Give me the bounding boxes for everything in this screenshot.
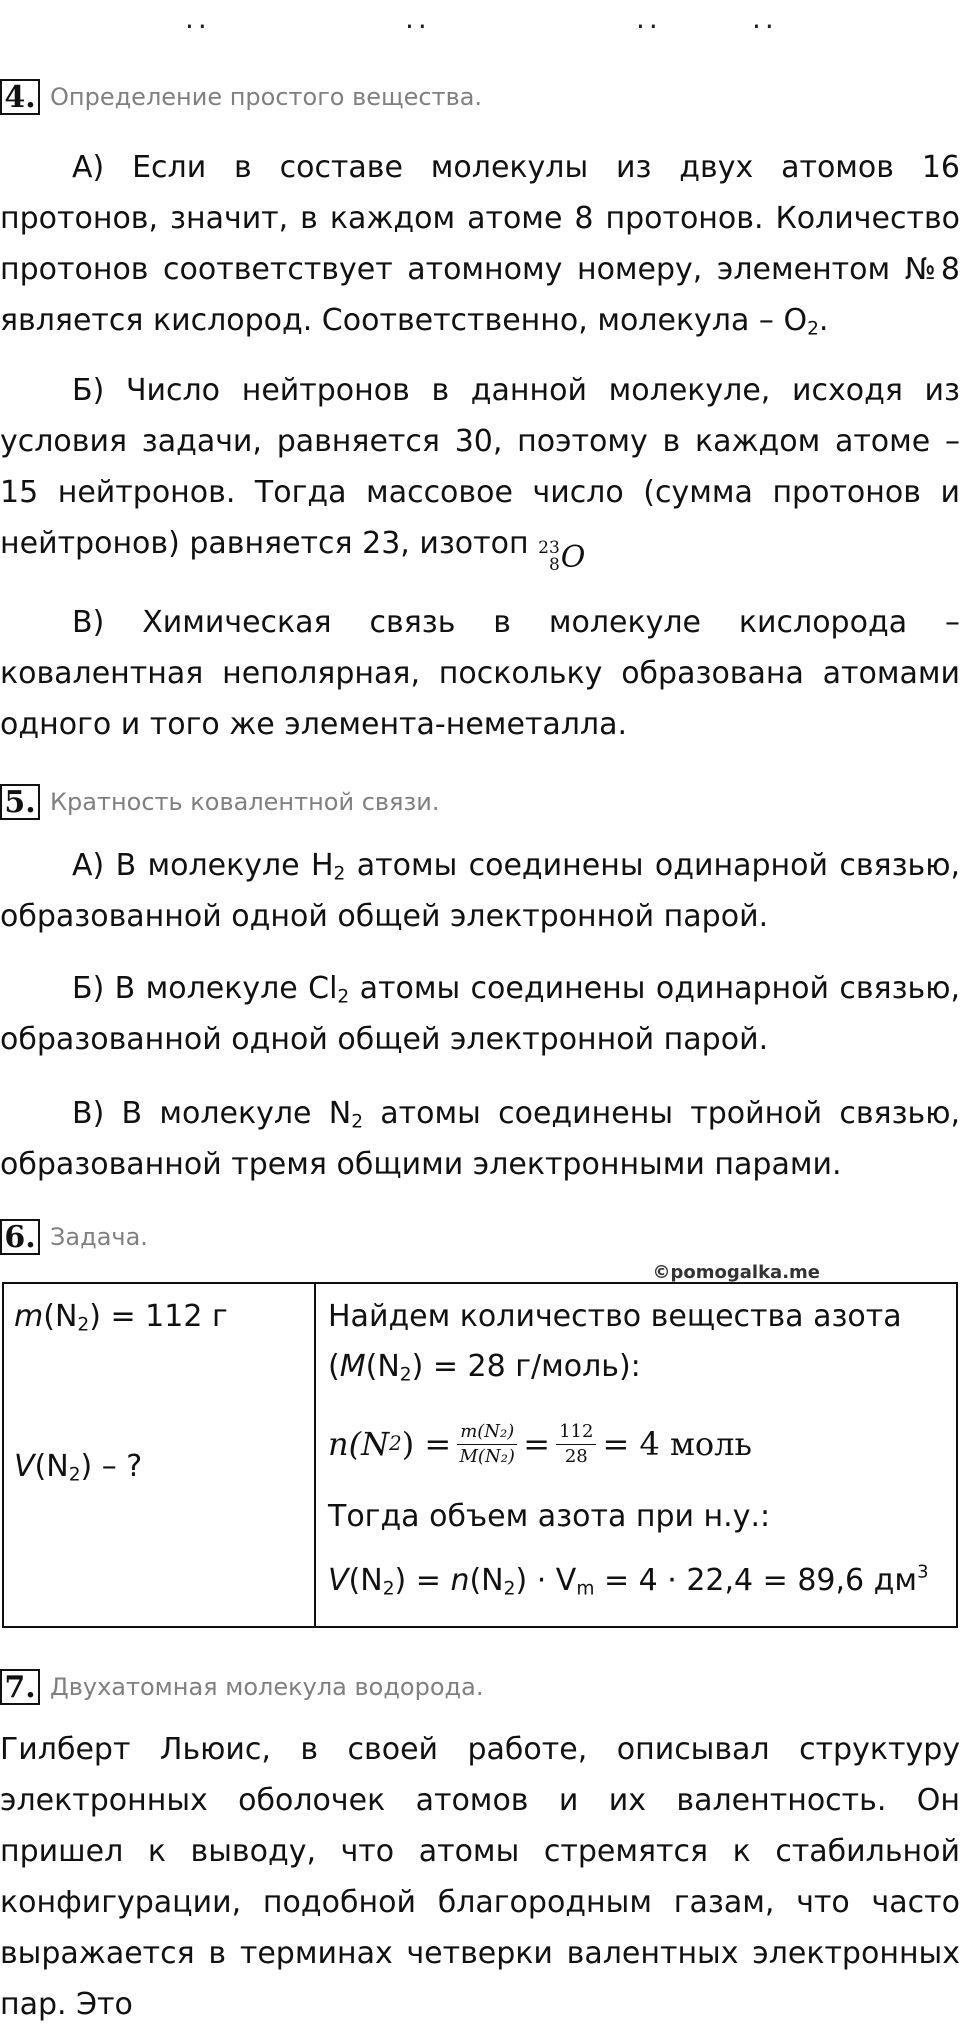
task-title: Определение простого вещества. bbox=[50, 83, 483, 111]
fraction-values: $\frac{112}{28}$ bbox=[556, 1420, 596, 1469]
task7-heading bbox=[0, 1665, 483, 1709]
task5-heading bbox=[0, 780, 439, 824]
task5-paragraph-b: Б) В молекуле $Cl_2$ атомы соединены одинарной связью, образованной одной общей электронной парой. bbox=[0, 971, 960, 1057]
given-volume: $V(N_2)$ – ? bbox=[14, 1449, 143, 1486]
task6-table bbox=[2, 1282, 958, 1628]
isotope-notation: 23 8 O bbox=[538, 538, 586, 575]
solution-line-2: ($M(N_2) = 28$ г/моль): bbox=[328, 1349, 641, 1386]
solution-line-1: Найдем количество вещества азота bbox=[328, 1299, 902, 1334]
task-number: 7. bbox=[0, 1669, 40, 1705]
task5-paragraph-a: А) В молекуле $H_2$ атомы соединены одинарной связью, образованной одной общей электронной парой. bbox=[0, 848, 960, 934]
task5-paragraph-c: В) В молекуле $N_2$ атомы соединены тройной связью, образованной тремя общими электронными парами. bbox=[0, 1096, 960, 1182]
task-title: Двухатомная молекула водорода. bbox=[50, 1673, 484, 1701]
dots-2: ·· bbox=[405, 10, 431, 43]
task-title: Кратность ковалентной связи. bbox=[50, 788, 440, 816]
task4-paragraph-b: Б) Число нейтронов в данной молекуле, исходя из условия задачи, равняется 30, поэтому в каждом атоме – 15 нейтронов. Тогда массовое число (сумма протонов и нейтронов) равняется 23, изотоп 23 8 O bbox=[0, 365, 960, 583]
task-number: 5. bbox=[0, 784, 40, 820]
task4-heading bbox=[0, 75, 482, 119]
amount-formula: n(N 2 ) = $\frac{\text{m(N₂)}}{\text{M(N₂)}}$ = $\frac{112}{28}$ = 4 моль bbox=[328, 1420, 752, 1467]
task4-paragraph-a: А) Если в составе молекулы из двух атомов 16 протонов, значит, в каждом атоме 8 протонов. Количество протонов соответствует атомному номеру, элементом №8 является кислород. Соответственно, молекула – $O_2$. bbox=[0, 150, 960, 340]
solution-cell bbox=[315, 1283, 957, 1627]
task7-paragraph: Гилберт Льюис, в своей работе, описывал структуру электронных оболочек атомов и их валентность. Он пришел к выводу, что атомы стремятся к стабильной конфигурации, подобной благородным газам, что часто выражается в терминах четверки валентных электронных пар. Это bbox=[0, 1732, 960, 2022]
task6-heading bbox=[0, 1215, 148, 1259]
solution-line-4: $V(N_2) = n(N_2) \cdot V_m = 4 \cdot 22,4 = 89,6$ $дм^3$ bbox=[328, 1561, 929, 1600]
dots-3: ·· bbox=[636, 10, 662, 43]
dots-4: ·· bbox=[752, 10, 778, 43]
task4-paragraph-c: В) Химическая связь в молекуле кислорода – ковалентная неполярная, поскольку образована атомами одного и того же элемента-неметалла. bbox=[0, 605, 960, 742]
dots-1: ·· bbox=[185, 10, 211, 43]
given-cell bbox=[3, 1283, 315, 1627]
given-mass: $m(N_2) = 112$ г bbox=[14, 1299, 228, 1336]
fraction-mass-over-molar: $\frac{\text{m(N₂)}}{\text{M(N₂)}}$ bbox=[457, 1420, 517, 1469]
watermark: ©pomogalka.me bbox=[652, 1262, 820, 1283]
task-number: 6. bbox=[0, 1219, 40, 1255]
task-title: Задача. bbox=[50, 1223, 148, 1251]
solution-line-3: Тогда объем азота при н.у.: bbox=[328, 1499, 771, 1534]
task-number: 4. bbox=[0, 79, 40, 115]
